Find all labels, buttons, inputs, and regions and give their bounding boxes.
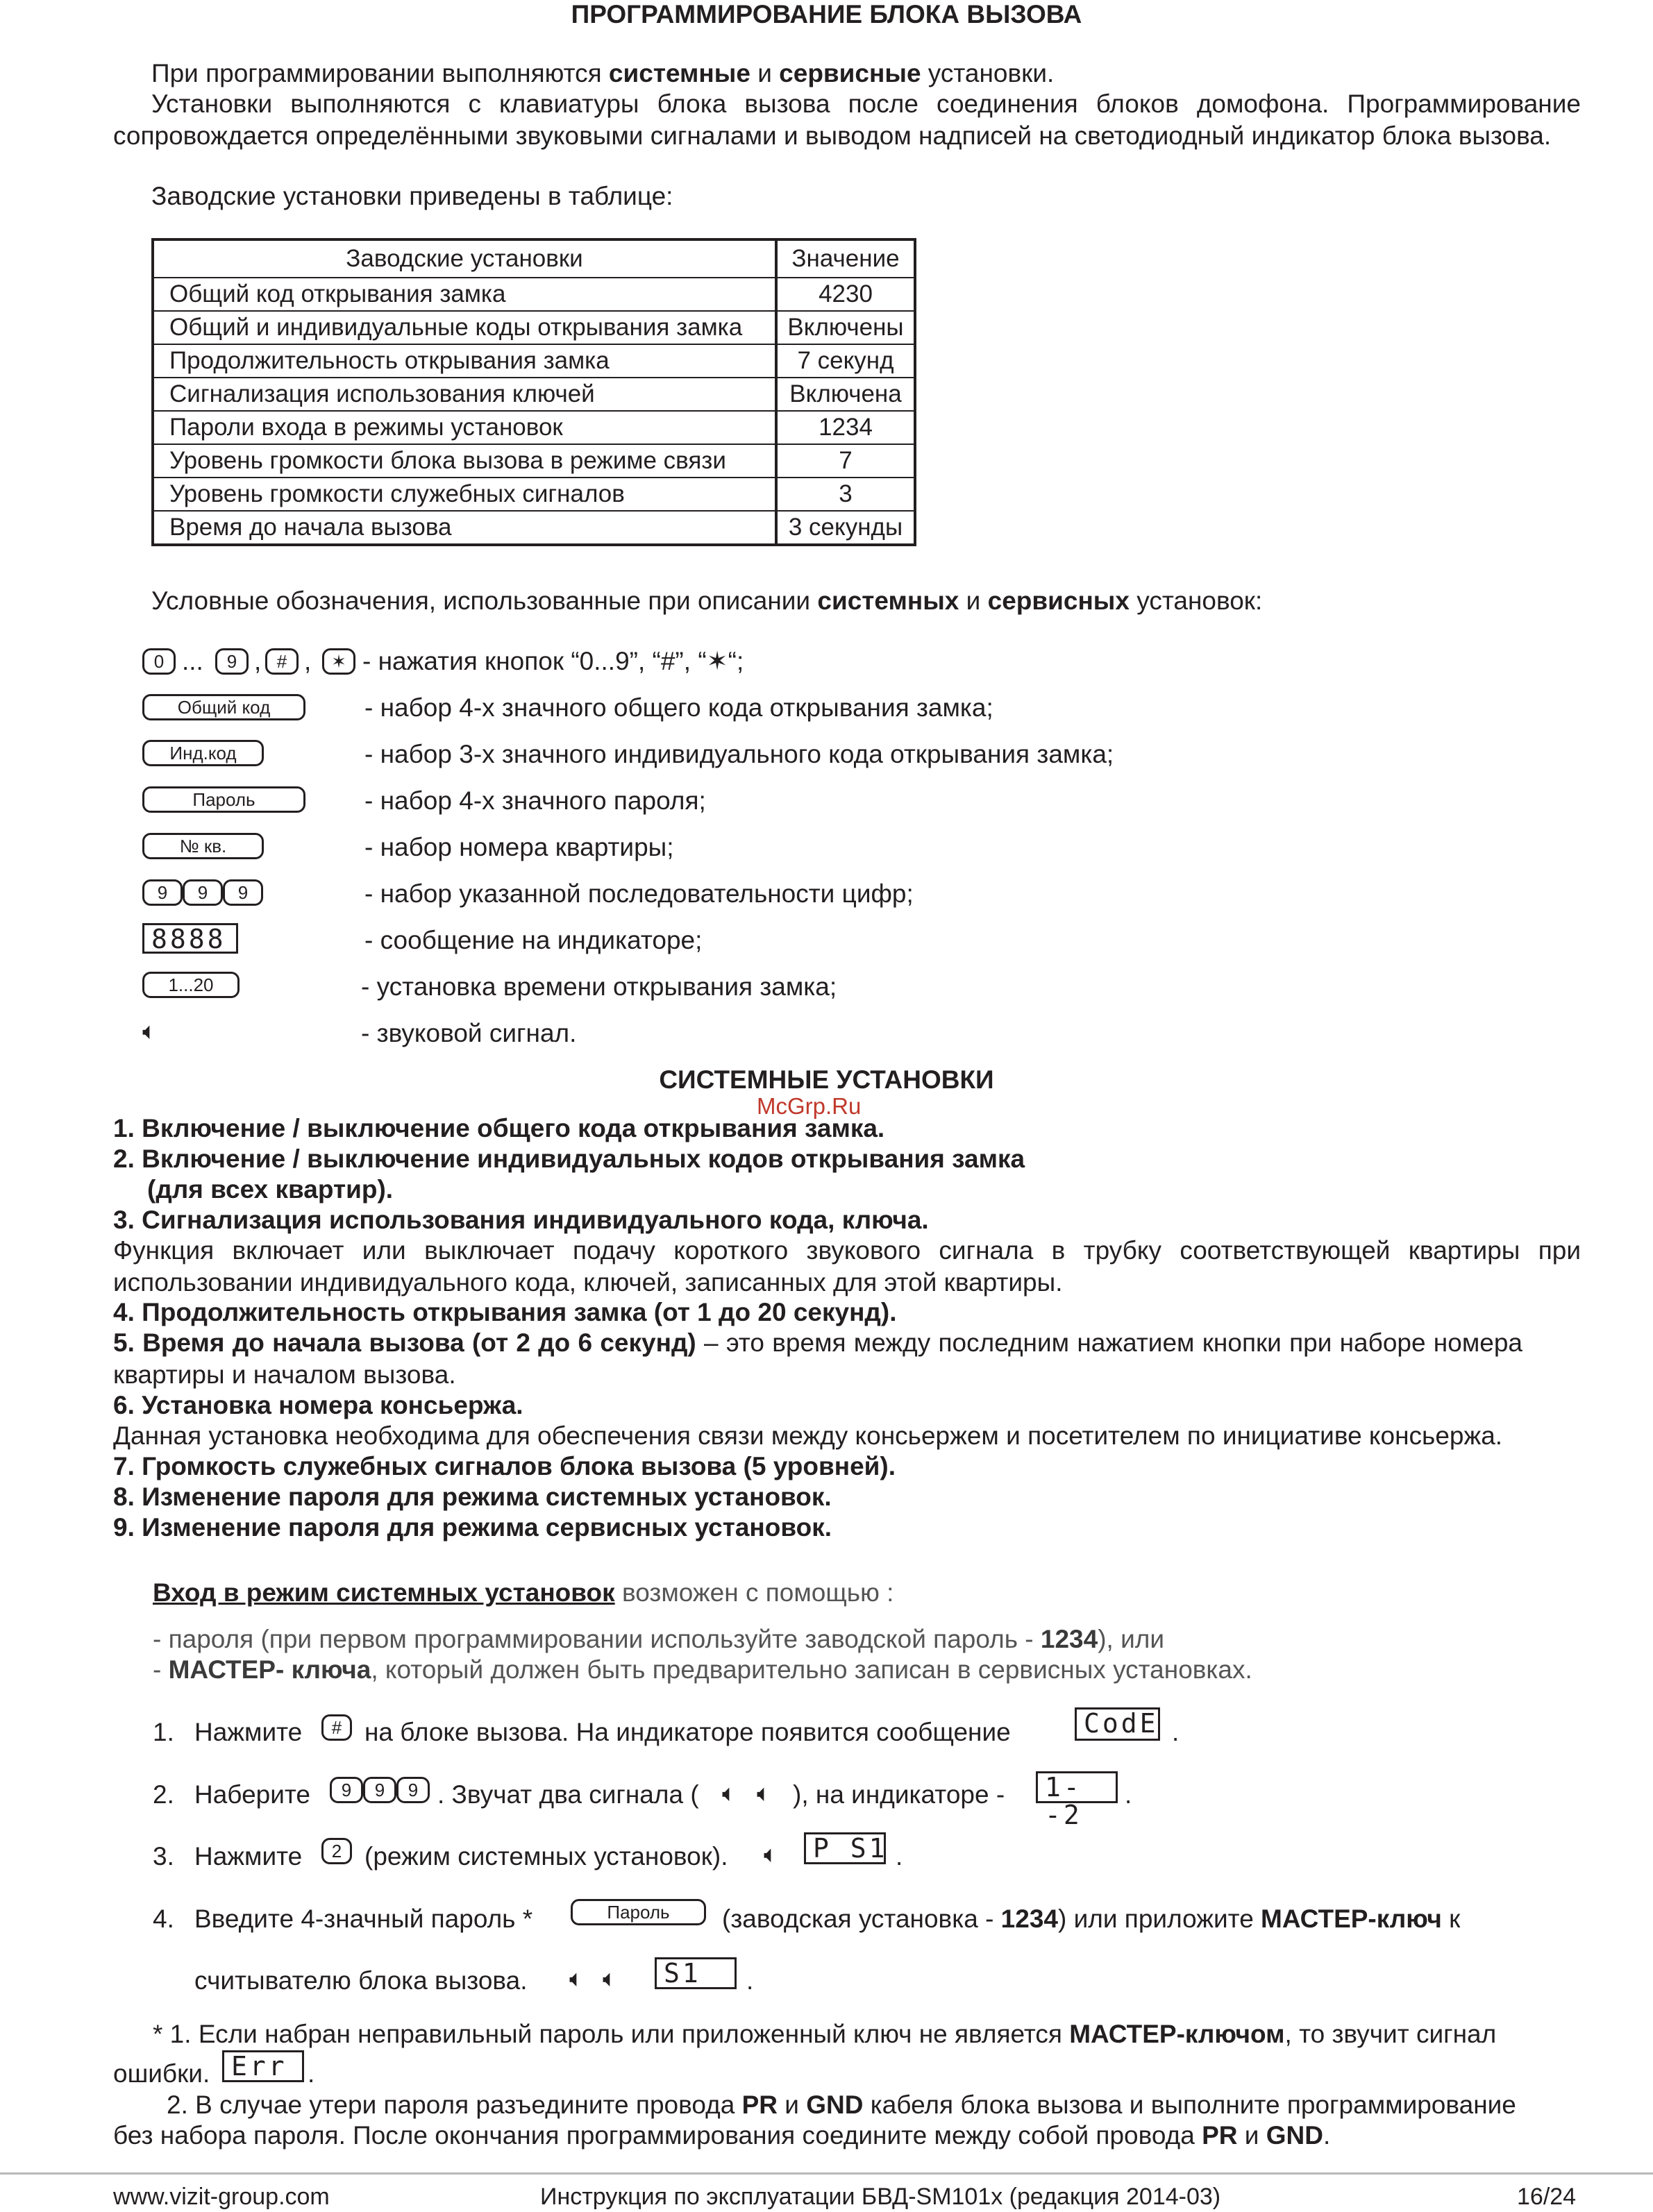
system-item-9: 9. Изменение пароля для режима сервисных установок. bbox=[113, 1513, 832, 1542]
legend-comma: , bbox=[254, 647, 262, 675]
entry-text: - bbox=[153, 1655, 169, 1684]
table-cell-value: 1234 bbox=[776, 411, 915, 444]
key-9-symbol: 9 bbox=[215, 648, 249, 675]
legend-item-individual-code: - набор 3-х значного индивидуального кода открывания замка; bbox=[364, 740, 1114, 768]
step-1-text-continued: на блоке вызова. На индикаторе появится сообщение bbox=[364, 1718, 1011, 1746]
indicator-s1: S1_ bbox=[655, 1957, 737, 1989]
speaker-icon: 🔈︎ bbox=[569, 1965, 584, 1993]
step-4-bold: 1234 bbox=[1000, 1905, 1058, 1933]
system-item-6: 6. Установка номера консьержа. bbox=[113, 1391, 523, 1419]
entry-option-master-key bbox=[153, 1654, 1252, 1686]
step-4-number: 4. bbox=[153, 1905, 174, 1933]
speaker-icon: 🔈︎ bbox=[722, 1780, 737, 1807]
step-4-line-2: считывателю блока вызова. bbox=[194, 1966, 528, 1995]
legend-bold: сервисных bbox=[987, 586, 1130, 615]
legend-item-sequence: - набор указанной последовательности цифр; bbox=[364, 879, 914, 908]
entry-text: , который должен быть предварительно записан в сервисных установках. bbox=[371, 1655, 1252, 1684]
legend-item-indicator: - сообщение на индикаторе; bbox=[364, 926, 703, 954]
section-heading-system: СИСТЕМНЫЕ УСТАНОВКИ bbox=[659, 1065, 994, 1094]
watermark: McGrp.Ru bbox=[757, 1093, 862, 1119]
note-1-end: . bbox=[308, 2059, 315, 2088]
note-bold: PR bbox=[741, 2091, 778, 2119]
step-3-text: Нажмите bbox=[194, 1842, 303, 1871]
note-text: * 1. Если набран неправильный пароль или приложенный ключ не является bbox=[153, 2020, 1070, 2048]
table-cell-value: Включена bbox=[776, 378, 915, 411]
speaker-icon: 🔈︎ bbox=[757, 1780, 771, 1807]
intro-text: установки. bbox=[921, 59, 1055, 87]
step-4-end: . bbox=[746, 1966, 754, 1995]
key-9-symbol: 9 bbox=[330, 1777, 363, 1803]
key-hash-symbol: # bbox=[321, 1714, 352, 1741]
intro-text: и bbox=[750, 59, 780, 87]
legend-item-sound: - звуковой сигнал. bbox=[361, 1019, 577, 1047]
legend-item-keys: - нажатия кнопок “0...9”, “#”, “✶“; bbox=[362, 647, 744, 675]
footer-site: www.vizit-group.com bbox=[113, 2184, 330, 2210]
system-item-3: 3. Сигнализация использования индивидуального кода, ключа. bbox=[113, 1206, 929, 1234]
table-cell: Пароли входа в режимы установок bbox=[153, 411, 776, 444]
key-individual-code-symbol: Инд.код bbox=[142, 740, 264, 766]
table-cell: Общий код открывания замка bbox=[153, 278, 776, 311]
system-item-6-description: Данная установка необходима для обеспечения связи между консьержем и посетителем по инициативе консьержа. bbox=[113, 1421, 1503, 1450]
note-text: и bbox=[777, 2091, 807, 2119]
note-bold: GND bbox=[1266, 2121, 1323, 2150]
table-cell: Общий и индивидуальные коды открывания замка bbox=[153, 311, 776, 344]
table-cell: Уровень громкости служебных сигналов bbox=[153, 478, 776, 511]
step-2-number: 2. bbox=[153, 1780, 174, 1809]
entry-text: - пароля (при первом программировании используйте заводской пароль - bbox=[153, 1625, 1041, 1653]
legend-comma: , bbox=[304, 647, 312, 675]
indicator-1--2: 1--2 bbox=[1036, 1771, 1118, 1803]
system-item-1: 1. Включение / выключение общего кода открывания замка. bbox=[113, 1114, 885, 1142]
table-row bbox=[153, 278, 915, 311]
key-common-code-symbol: Общий код bbox=[142, 694, 305, 720]
table-cell-value: 4230 bbox=[776, 278, 915, 311]
table-cell-value: 7 секунд bbox=[776, 344, 915, 378]
key-0-symbol: 0 bbox=[142, 648, 176, 675]
footer-divider bbox=[0, 2172, 1653, 2175]
legend-item-time: - установка времени открывания замка; bbox=[361, 972, 837, 1001]
system-item-5 bbox=[113, 1327, 1522, 1391]
step-4-text: Введите 4-значный пароль * bbox=[194, 1905, 533, 1933]
step-1-end: . bbox=[1172, 1718, 1180, 1746]
step-2-text-continued: . Звучат два сигнала ( bbox=[437, 1780, 699, 1809]
note-text: 2. В случае утери пароля разъедините провода bbox=[167, 2091, 742, 2119]
table-cell-value: 3 bbox=[776, 478, 915, 511]
table-row bbox=[153, 411, 915, 444]
key-star-symbol: ✶ bbox=[322, 648, 355, 675]
table-row bbox=[153, 378, 915, 411]
entry-title: Вход в режим системных установок bbox=[153, 1578, 615, 1607]
legend-item-apartment: - набор номера квартиры; bbox=[364, 833, 674, 861]
note-text: и bbox=[1237, 2121, 1266, 2150]
entry-bold: 1234 bbox=[1040, 1625, 1098, 1653]
legend-item-common-code: - набор 4-х значного общего кода открывания замка; bbox=[364, 693, 993, 722]
indicator-8888-symbol: 8888 bbox=[142, 923, 238, 954]
intro-paragraph-2: Установки выполняются с клавиатуры блока вызова после соединения блоков домофона. Программирование сопровождается определёнными звуковыми сигналами и выводом надписей на светодиодный индикатор блока вызова. bbox=[113, 90, 1581, 150]
factory-settings-table bbox=[151, 238, 916, 546]
intro-text: При программировании выполняются bbox=[151, 59, 609, 87]
page-title: ПРОГРАММИРОВАНИЕ БЛОКА ВЫЗОВА bbox=[571, 0, 1082, 28]
footer-document: Инструкция по эксплуатации БВД-SM101х (редакция 2014-03) bbox=[540, 2184, 1221, 2210]
legend-text: и bbox=[959, 586, 988, 615]
note-2 bbox=[167, 2089, 1516, 2121]
system-item-3-description: Функция включает или выключает подачу короткого звукового сигнала в трубку соответствующей квартиры при использовании индивидуального кода, ключей, записанных для этой квартиры. bbox=[113, 1236, 1581, 1297]
intro-paragraph-1 bbox=[151, 58, 1054, 90]
step-2-text-indicator: ), на индикаторе - bbox=[793, 1780, 1005, 1809]
entry-text: ), или bbox=[1098, 1625, 1165, 1653]
system-item-8: 8. Изменение пароля для режима системных установок. bbox=[113, 1483, 832, 1511]
system-item-5-text: – это время между последним нажатием кнопки при наборе номера квартиры и началом вызова. bbox=[113, 1328, 1522, 1389]
key-9-symbol: 9 bbox=[396, 1777, 430, 1803]
note-text: кабеля блока вызова и выполните программирование bbox=[863, 2091, 1516, 2119]
table-header-value: Значение bbox=[776, 239, 915, 278]
step-3-text-continued: (режим системных установок). bbox=[364, 1842, 728, 1871]
table-row bbox=[153, 444, 915, 478]
step-1-text: Нажмите bbox=[194, 1718, 303, 1746]
entry-title-tail: возможен с помощью : bbox=[614, 1578, 894, 1607]
note-text: . bbox=[1323, 2121, 1331, 2150]
step-4-bold: МАСТЕР-ключ bbox=[1261, 1905, 1442, 1933]
step-3-number: 3. bbox=[153, 1842, 174, 1871]
entry-option-password bbox=[153, 1623, 1164, 1655]
key-9-symbol: 9 bbox=[223, 879, 263, 906]
indicator-code: CodE bbox=[1075, 1707, 1160, 1741]
system-item-4: 4. Продолжительность открывания замка (от 1 до 20 секунд). bbox=[113, 1298, 897, 1326]
intro-bold: сервисные bbox=[779, 59, 921, 87]
table-cell-value: 7 bbox=[776, 444, 915, 478]
table-cell-value: 3 секунды bbox=[776, 511, 915, 545]
indicator-p-s1: P_S1 bbox=[804, 1832, 886, 1864]
table-row bbox=[153, 311, 915, 344]
key-password-symbol: Пароль bbox=[571, 1899, 706, 1925]
step-1-number: 1. bbox=[153, 1718, 174, 1746]
note-text: , то звучит сигнал bbox=[1284, 2020, 1497, 2048]
table-row bbox=[153, 478, 915, 511]
table-cell: Сигнализация использования ключей bbox=[153, 378, 776, 411]
system-item-7: 7. Громкость служебных сигналов блока вызова (5 уровней). bbox=[113, 1452, 896, 1480]
key-password-symbol: Пароль bbox=[142, 786, 305, 813]
table-cell-value: Включены bbox=[776, 311, 915, 344]
step-4-text: ) или приложите bbox=[1057, 1905, 1261, 1933]
key-apartment-symbol: № кв. bbox=[142, 833, 264, 859]
step-3-end: . bbox=[896, 1842, 903, 1871]
legend-dots: ... bbox=[182, 647, 203, 675]
step-4-text: (заводская установка - bbox=[722, 1905, 1001, 1933]
note-bold: PR bbox=[1202, 2121, 1238, 2150]
step-4-text: к bbox=[1441, 1905, 1461, 1933]
key-9-symbol: 9 bbox=[142, 879, 183, 906]
note-bold: МАСТЕР-ключом bbox=[1069, 2020, 1285, 2048]
table-cell: Продолжительность открывания замка bbox=[153, 344, 776, 378]
table-header-setting: Заводские установки bbox=[153, 239, 776, 278]
key-range-symbol: 1...20 bbox=[142, 972, 240, 998]
entry-bold: МАСТЕР- ключа bbox=[168, 1655, 371, 1684]
step-2-text: Наберите bbox=[194, 1780, 311, 1809]
legend-text: Условные обозначения, использованные при описании bbox=[151, 586, 818, 615]
legend-text: установок: bbox=[1129, 586, 1263, 615]
step-4-text-continued bbox=[722, 1903, 1460, 1935]
note-1 bbox=[153, 2018, 1496, 2050]
entry-title-line bbox=[153, 1577, 893, 1609]
note-2-line-2 bbox=[113, 2120, 1330, 2152]
speaker-icon: 🔈︎ bbox=[142, 1018, 157, 1045]
table-cell: Время до начала вызова bbox=[153, 511, 776, 545]
note-text: без набора пароля. После окончания программирования соедините между собой провода bbox=[113, 2121, 1202, 2150]
speaker-icon: 🔈︎ bbox=[603, 1965, 617, 1993]
footer-page-number: 16/24 bbox=[1517, 2184, 1577, 2210]
intro-paragraph-3: Заводские установки приведены в таблице: bbox=[151, 182, 673, 210]
table-row bbox=[153, 344, 915, 378]
system-item-2-continued: (для всех квартир). bbox=[147, 1175, 394, 1204]
key-2-symbol: 2 bbox=[321, 1838, 352, 1864]
key-9-symbol: 9 bbox=[183, 879, 223, 906]
speaker-icon: 🔈︎ bbox=[764, 1841, 778, 1868]
intro-bold: системные bbox=[608, 59, 750, 87]
system-item-2: 2. Включение / выключение индивидуальных кодов открывания замка bbox=[113, 1145, 1025, 1173]
note-1-line-2: ошибки. bbox=[113, 2059, 210, 2088]
table-cell: Уровень громкости блока вызова в режиме связи bbox=[153, 444, 776, 478]
key-9-symbol: 9 bbox=[363, 1777, 396, 1803]
note-bold: GND bbox=[806, 2091, 864, 2119]
key-hash-symbol: # bbox=[265, 648, 299, 675]
indicator-err: Err bbox=[222, 2050, 304, 2082]
legend-intro bbox=[151, 585, 1262, 617]
table-row bbox=[153, 511, 915, 545]
system-item-5-title: 5. Время до начала вызова (от 2 до 6 секунд) bbox=[113, 1328, 696, 1357]
table-header-row bbox=[153, 239, 915, 278]
legend-item-password: - набор 4-х значного пароля; bbox=[364, 786, 706, 815]
step-2-end: . bbox=[1125, 1780, 1132, 1809]
legend-bold: системных bbox=[817, 586, 959, 615]
